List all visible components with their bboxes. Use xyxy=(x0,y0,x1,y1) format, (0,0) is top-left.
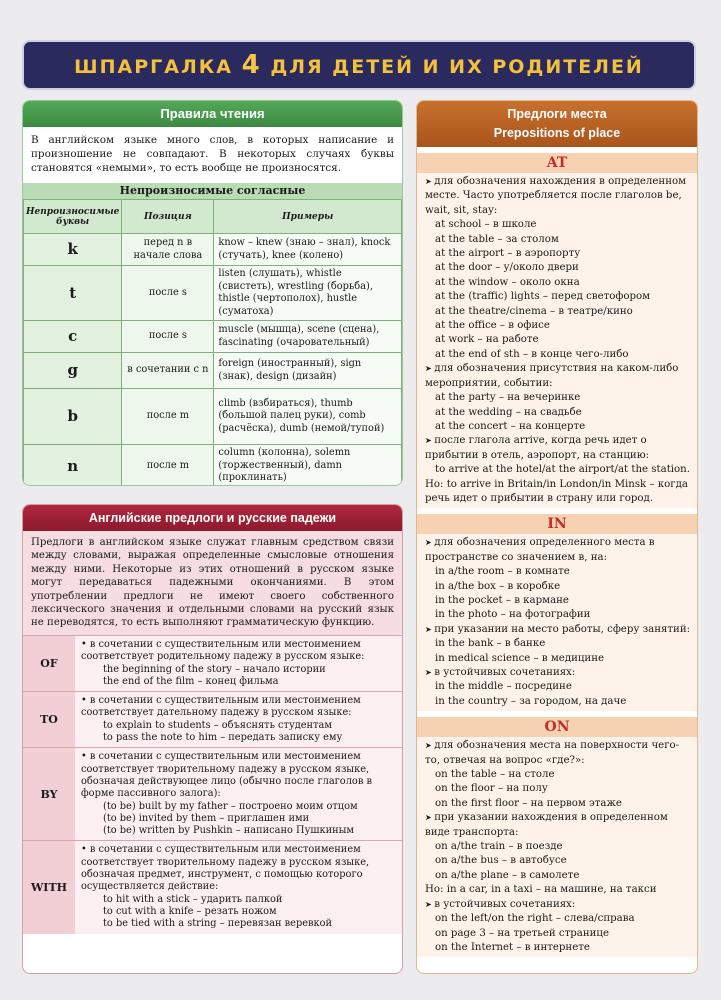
preposition-header-on: ON xyxy=(417,717,697,737)
letter-examples: climb (взбираться), thumb (большой палец руки), comb (расчёска), dumb (немой/тупой) xyxy=(214,389,402,445)
reading-rules-panel xyxy=(22,100,403,486)
cases-list xyxy=(23,635,402,934)
usage-example: at the wedding – на свадьбе xyxy=(435,406,582,418)
reading-rules-title: Правила чтения xyxy=(23,101,402,127)
col-header-examples: Примеры xyxy=(214,200,402,234)
usage-example: in a/the box – в коробке xyxy=(435,580,561,592)
silent-consonants-table xyxy=(23,199,402,486)
preposition-text-in xyxy=(417,534,697,711)
letter-position: после m xyxy=(122,389,214,445)
table-row xyxy=(24,266,402,321)
preposition-text-at xyxy=(417,173,697,508)
letter-position: перед n в начале слова xyxy=(122,234,214,266)
usage-example: in the photo – на фотографии xyxy=(435,609,591,621)
usage-example: at the airport – в аэропорту xyxy=(435,248,581,260)
case-preposition: OF xyxy=(23,636,75,691)
case-example: to cut with a knife – резать ножом xyxy=(103,905,277,917)
table-row xyxy=(24,234,402,266)
usage-example: on the left/on the right – слева/справа xyxy=(435,913,635,925)
letter-examples: muscle (мышца), scene (сцена), fascinating (очаровательный) xyxy=(214,321,402,353)
silent-letter: t xyxy=(24,266,122,321)
preposition-text-on xyxy=(417,737,697,957)
case-row xyxy=(23,747,402,840)
case-row xyxy=(23,635,402,691)
prepositions-place-header xyxy=(417,101,697,147)
prepositions-cases-intro: Предлоги в английском языке служат главным средством связи между словами, выражая определенные смысловые отношения между ними. Некоторые из этих отношений в русском языке могут передаваться падежными окончаниями. В этом употреблении предлоги не имеют своего собственного лексического значения и отдельными словами на русский язык не переводятся, то есть выполняют грамматическую функцию. xyxy=(23,531,402,635)
silent-letter: c xyxy=(24,321,122,353)
case-description xyxy=(75,636,402,691)
case-example: the beginning of the story – начало истории xyxy=(103,663,326,675)
usage-rule: ➤ для обозначения места на поверхности чего-то, отвечая на вопрос «где?»: xyxy=(425,739,691,768)
case-preposition: WITH xyxy=(23,841,75,933)
usage-rule: ➤ в устойчивых сочетаниях: xyxy=(425,898,691,912)
usage-example: at the (traffic) lights – перед светофором xyxy=(435,291,651,303)
prepositions-place-title-ru: Предлоги места xyxy=(507,107,607,121)
usage-example: on the floor – на полу xyxy=(435,783,548,795)
silent-consonants-title: Непроизносимые согласные xyxy=(23,183,402,199)
letter-position: после s xyxy=(122,321,214,353)
usage-example: to arrive at the hotel/at the airport/at the station. xyxy=(435,464,690,476)
usage-example: on the table – на столе xyxy=(435,769,555,781)
case-description xyxy=(75,841,402,933)
case-preposition: TO xyxy=(23,692,75,747)
case-example: to hit with a stick – ударить палкой xyxy=(103,893,283,905)
letter-examples: know – knew (знаю – знал), knock (стучать), knee (колено) xyxy=(214,234,402,266)
case-example: to pass the note to him – передать записку ему xyxy=(103,732,343,744)
usage-rule: ➤ для обозначения определенного места в пространстве со значением в, на: xyxy=(425,536,691,565)
prepositions-cases-panel xyxy=(22,504,403,974)
letter-position: после m xyxy=(122,445,214,487)
case-rule: • в сочетании с существительным или местоимением соответствует родительному падежу в русском языке: xyxy=(81,639,365,663)
case-rule: • в сочетании с существительным или местоимением соответствует дательному падежу в русском языке: xyxy=(81,695,361,719)
case-example: the end of the film – конец фильма xyxy=(103,675,279,687)
table-row xyxy=(24,321,402,353)
usage-example: on a/the train – в поезде xyxy=(435,841,563,853)
silent-letter: k xyxy=(24,234,122,266)
usage-rule: ➤ в устойчивых сочетаниях: xyxy=(425,666,691,680)
usage-example: on the Internet – в интернете xyxy=(435,941,590,953)
usage-example: in a/the room – в комнате xyxy=(435,566,570,578)
table-row xyxy=(24,445,402,487)
usage-example: on the first floor – на первом этаже xyxy=(435,797,622,809)
letter-position: после s xyxy=(122,266,214,321)
usage-example: in the country – за городом, на даче xyxy=(435,695,627,707)
usage-example: at the theatre/cinema – в театре/кино xyxy=(435,305,633,317)
usage-rule: ➤ для обозначения нахождения в определенном месте. Часто употребляется после глаголов be, wait, sit, stay: xyxy=(425,175,691,218)
table-row xyxy=(24,389,402,445)
table-row xyxy=(24,353,402,389)
usage-example: at the table – за столом xyxy=(435,233,559,245)
case-description xyxy=(75,692,402,747)
usage-example: at the office – в офисе xyxy=(435,320,550,332)
preposition-header-at: AT xyxy=(417,153,697,173)
case-rule: • в сочетании с существительным или местоимением соответствует творительному падежу в русском языке, обозначая предмет, инструмент, с помощью которого осуществляется действие: xyxy=(81,844,370,893)
usage-rule: ➤ для обозначения присутствия на каком-либо мероприятии, событии: xyxy=(425,362,691,391)
case-row xyxy=(23,840,402,933)
col-header-letters: Непроизносимые буквы xyxy=(24,200,122,234)
usage-example: at the window – около окна xyxy=(435,276,580,288)
usage-example: at work – на работе xyxy=(435,334,539,346)
reading-rules-intro: В английском языке много слов, в которых написание и произношение не совпадают. В некоторых случаях буквы становятся «немыми», то есть вообще не произносятся. xyxy=(31,134,394,174)
case-row xyxy=(23,691,402,747)
page-banner xyxy=(22,40,696,90)
usage-example: at the door – у/около двери xyxy=(435,262,579,274)
case-example: to be tied with a string – перевязан веревкой xyxy=(103,918,333,930)
silent-letter: g xyxy=(24,353,122,389)
usage-note: Но: in a car, in a taxi – на машине, на такси xyxy=(425,884,657,896)
place-sections xyxy=(417,153,697,957)
banner-subtitle: ДЛЯ ДЕТЕЙ И ИХ РОДИТЕЛЕЙ xyxy=(270,56,644,78)
banner-number: 4 xyxy=(241,50,262,80)
case-example: (to be) built by my father – построено моим отцом xyxy=(103,800,358,812)
usage-example: in medical science – в медицине xyxy=(435,652,605,664)
usage-example: on a/the plane – в самолете xyxy=(435,869,580,881)
usage-example: at the concert – на концерте xyxy=(435,420,586,432)
letter-examples: listen (слушать), whistle (свистеть), wrestling (борьба), thistle (чертополох), hustle (суматоха) xyxy=(214,266,402,321)
usage-example: on page 3 – на третьей странице xyxy=(435,927,609,939)
case-rule: • в сочетании с существительным или местоимением соответствует творительному падежу в русском языке, обозначая действующее лицо (обычно после глаголов в форме пассивного залога): xyxy=(81,751,372,800)
usage-example: at school – в школе xyxy=(435,219,537,231)
prepositions-cases-title: Английские предлоги и русские падежи xyxy=(23,505,402,531)
case-example: (to be) written by Pushkin – написано Пушкиным xyxy=(103,825,355,837)
usage-example: at the end of sth – в конце чего-либо xyxy=(435,348,629,360)
case-preposition: BY xyxy=(23,748,75,840)
usage-example: in the bank – в банке xyxy=(435,638,546,650)
usage-rule: ➤ при указании нахождения в определенном виде транспорта: xyxy=(425,811,691,840)
silent-letter: n xyxy=(24,445,122,487)
prepositions-place-title-en: Prepositions of place xyxy=(493,126,621,140)
usage-note: Но: to arrive in Britain/in London/in Minsk – когда речь идет о прибытии в страну или город. xyxy=(425,478,688,504)
usage-example: on a/the bus – в автобусе xyxy=(435,855,567,867)
usage-example: at the party – на вечеринке xyxy=(435,392,581,404)
case-example: to explain to students – объяснять студентам xyxy=(103,719,332,731)
usage-example: in the middle – посредине xyxy=(435,681,572,693)
letter-position: в сочетании с n xyxy=(122,353,214,389)
usage-example: in the pocket – в кармане xyxy=(435,594,569,606)
preposition-header-in: IN xyxy=(417,514,697,534)
banner-title: ШПАРГАЛКА xyxy=(74,56,233,78)
case-description xyxy=(75,748,402,840)
letter-examples: column (колонна), solemn (торжественный), damn (проклинать) xyxy=(214,445,402,487)
silent-letter: b xyxy=(24,389,122,445)
usage-rule: ➤ после глагола arrive, когда речь идет о прибытии в отель, аэропорт, на станцию: xyxy=(425,434,691,463)
case-example: (to be) invited by them – приглашен ими xyxy=(103,812,310,824)
prepositions-place-panel xyxy=(416,100,698,974)
col-header-position: Позиция xyxy=(122,200,214,234)
usage-rule: ➤ при указании на место работы, сферу занятий: xyxy=(425,623,691,637)
letter-examples: foreign (иностранный), sign (знак), design (дизайн) xyxy=(214,353,402,389)
